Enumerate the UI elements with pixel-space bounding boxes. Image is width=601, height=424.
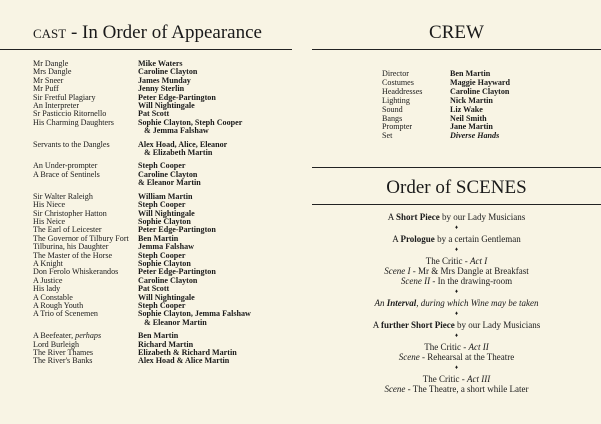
crew-heading-rule [312,49,601,50]
cast-role-text: A Rough Youth [33,300,84,310]
scene-text-italic: Act III [467,374,491,384]
scene-interval [312,298,601,308]
cast-actor: Will Nightingale [138,101,195,111]
scene-text-bold-italic: Interval [386,298,417,308]
cast-heading-rest: - In Order of Appearance [66,22,262,43]
scene-text: A [372,320,381,330]
cast-actor: Peter Edge-Partington [138,92,216,102]
scenes-heading: Order of SCENES [386,177,527,198]
cast-actor: & Eleanor Martin [144,317,207,327]
cast-actor: Jenny Sterlin [138,84,185,94]
scene-text: The Critic - [424,342,469,352]
crew-role: Lighting [382,95,410,105]
diamond-separator: ♦ [454,365,459,371]
cast-role [33,171,138,179]
scene-text-italic: Scene II [400,276,431,286]
cast-role-text: Mr Sneer [33,75,64,85]
cast-row [33,149,288,157]
scene-critic-act-2 [312,342,601,352]
cast-actor: Sophie Clayton [138,216,191,226]
crew-member: Neil Smith [450,113,487,123]
cast-row [33,127,288,135]
cast-actor: Caroline Clayton [138,169,198,179]
cast-role-text: Mr Puff [33,84,59,94]
cast-role-text: A Constable [33,292,73,302]
cast-role-text: Servants to the Dangles [33,139,110,149]
cast-role-text: Mrs Dangle [33,67,72,77]
cast-actor: Will Nightingale [138,208,195,218]
scene-text: A [387,212,397,222]
cast-role [33,319,138,327]
cast-actor: Elizabeth & Richard Martin [138,348,237,357]
scene-2 [312,276,601,286]
cast-actor: Alex Hoad & Alice Martin [138,356,230,366]
cast-role-text: The River Thames [33,348,94,357]
cast-role-text: The Master of the Horse [33,250,113,260]
cast-row [33,179,288,187]
cast-actor: Ben Martin [138,331,179,341]
crew-role: Costumes [382,77,414,87]
cast-role-text: The Governor of Tilbury Fort [33,233,129,243]
crew-member: Ben Martin [450,69,491,78]
scene-text-italic: Act II [468,342,489,352]
cast-actor: Caroline Clayton [138,275,198,285]
cast-role-text: Don Ferolo Whiskerandos [33,267,119,277]
scenes-list [312,212,601,394]
cast-actor: & Jemma Falshaw [144,126,209,136]
cast-actor: Ben Martin [138,233,179,243]
scenes-top-rule [312,167,601,168]
scene-text: The Critic - [422,374,467,384]
cast-actor: Jemma Falshaw [138,242,194,252]
cast-actor: Pat Scott [138,284,170,294]
cast-heading-prefix: cast [33,22,67,43]
cast-role-text: An Under-prompter [33,161,98,171]
cast-role-text: An Interpreter [33,101,80,111]
scene-text-italic: An [374,298,387,308]
cast-role [33,149,138,157]
cast-actor: Richard Martin [138,339,194,349]
scene-critic-act-3 [312,374,601,384]
cast-role-text: Sir Walter Raleigh [33,191,93,201]
cast-role [33,310,138,318]
scene-text-italic: Scene [384,384,406,394]
crew-role: Headdresses [382,86,423,96]
diamond-separator: ♦ [454,311,459,317]
cast-list [33,60,288,366]
cast-row [33,357,288,365]
scene-text: by a certain Gentleman [434,234,521,244]
diamond-separator: ♦ [454,225,459,231]
crew-role: Bangs [382,113,403,123]
scene-prologue [312,234,601,244]
cast-actor: Pat Scott [138,109,170,119]
cast-actor: Steph Cooper [138,250,186,260]
cast-role-text: His lady [33,284,61,294]
scene-text: The Critic - [425,256,470,266]
scene-rehearsal [312,352,601,362]
cast-role-text: Lord Burleigh [33,339,80,349]
cast-actor: Steph Cooper [138,161,186,171]
cast-heading [33,22,262,44]
crew-member: Maggie Hayward [450,77,511,87]
crew-role: Set [382,131,393,141]
scene-critic-act-1 [312,256,601,266]
cast-actor: Peter Edge-Partington [138,267,216,277]
cast-role-text: A Knight [33,258,63,268]
crew-member: Caroline Clayton [450,86,510,96]
scene-text-bold: Short Piece [396,212,440,222]
cast-row [33,319,288,327]
cast-actor: Will Nightingale [138,292,195,302]
scene-text: by our Lady Musicians [454,320,541,330]
crew-role: Director [382,69,409,78]
cast-role-italic: perhaps [75,331,102,341]
scene-1 [312,266,601,276]
cast-role [33,127,138,135]
crew-member: Liz Wake [450,104,483,114]
crew-member: Nick Martin [450,95,493,105]
scenes-heading-rule [312,204,601,205]
cast-role-text: Mr Dangle [33,59,69,68]
crew-row [382,132,510,141]
scene-text-italic: Scene I [384,266,411,276]
scene-text: A [392,234,401,244]
scene-text-italic: Scene [398,352,420,362]
cast-role-text: His Niece [33,200,66,210]
cast-role-text: Sr Pasticcio Ritornello [33,109,107,119]
cast-role-text: His Charming Daughters [33,117,114,127]
cast-actor: & Eleanor Martin [138,178,201,188]
cast-actor: Steph Cooper [138,300,186,310]
cast-role-text: His Neice [33,216,66,226]
scene-short-piece [312,212,601,222]
cast-role-text: The Earl of Leicester [33,225,102,235]
scene-text: by our Lady Musicians [439,212,526,222]
scene-further-short-piece [312,320,601,330]
crew-role: Prompter [382,122,413,132]
cast-role [33,141,138,149]
cast-role [33,357,138,365]
cast-role-text: A Beefeater, [33,331,76,341]
cast-actor: Sophie Clayton, Steph Cooper [138,117,243,127]
cast-role-text: A Trio of Scenemen [33,309,98,319]
scene-text: - Mr & Mrs Dangle at Breakfast [410,266,529,276]
cast-role-text: Sir Fretful Plagiary [33,92,96,102]
cast-actor: Peter Edge-Partington [138,225,216,235]
crew-heading: CREW [429,22,484,43]
cast-role-text: A Justice [33,275,63,285]
scene-text: - The Theatre, a short while Later [405,384,529,394]
diamond-separator: ♦ [454,333,459,339]
cast-actor: William Martin [138,191,193,201]
scene-text-italic: , during which Wine may be taken [416,298,539,308]
scene-text-italic: Act I [470,256,488,266]
crew-member: Diverse Hands [450,131,500,141]
scene-theatre [312,384,601,394]
scene-text-bold: Prologue [400,234,435,244]
cast-actor: Sophie Clayton, Jemma Falshaw [138,309,251,319]
cast-actor: & Elizabeth Martin [144,148,213,158]
diamond-separator: ♦ [454,289,459,295]
scene-text: - Rehearsal at the Theatre [419,352,515,362]
cast-role-text: Tilburina, his Daughter [33,242,109,252]
cast-actor: James Munday [138,75,191,85]
cast-actor: Alex Hoad, Alice, Eleanor [138,139,228,149]
cast-heading-rule [0,49,292,50]
scene-text: - In the drawing-room [430,276,513,286]
cast-role [33,119,138,127]
crew-member: Jane Martin [450,122,493,132]
cast-actor: Caroline Clayton [138,67,198,77]
cast-actor: Sophie Clayton [138,258,191,268]
cast-role-text: The River's Banks [33,356,93,366]
diamond-separator: ♦ [454,247,459,253]
cast-actor: Steph Cooper [138,200,186,210]
scene-text-bold: further Short Piece [380,320,455,330]
cast-actor: Mike Waters [138,59,183,68]
cast-role [33,179,138,187]
crew-list [382,70,510,141]
cast-role-text: A Brace of Sentinels [33,169,100,179]
cast-role-text: Sir Christopher Hatton [33,208,107,218]
crew-role: Sound [382,104,403,114]
